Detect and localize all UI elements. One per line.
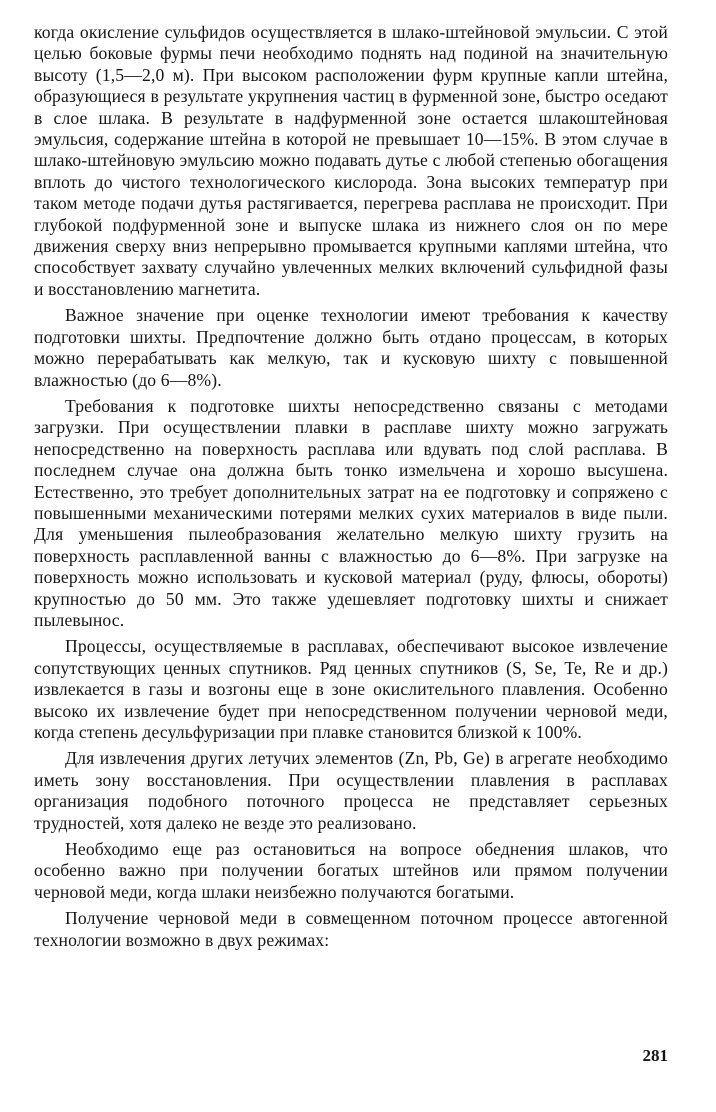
paragraph: Для извлечения других летучих элементов (Zn, Pb, Ge) в агрегате необходимо иметь зону восстановления. При осуществлении плавления в расплавах организация подобного поточного процесса не представляет серьезных трудностей, хотя далеко не везде это реализовано.	[34, 748, 668, 833]
paragraph: Необходимо еще раз остановиться на вопросе обеднения шлаков, что особенно важно при получении богатых штейнов или прямом получении черновой меди, когда шлаки неизбежно получаются богатыми.	[34, 839, 668, 902]
page-number: 281	[642, 1046, 668, 1065]
page-body	[34, 22, 668, 956]
paragraph: Требования к подготовке шихты непосредственно связаны с методами загрузки. При осуществлении плавки в расплаве шихту можно загружать непосредственно на поверхность расплава или вдувать под слой расплава. В последнем случае она должна быть тонко измельчена и хорошо высушена. Естественно, это требует дополнительных затрат на ее подготовку и сопряжено с повышенными механическими потерями мелких сухих материалов в виде пыли. Для уменьшения пылеобразования желательно мелкую шихту грузить на поверхность расплавленной ванны с влажностью до 6—8%. При загрузке на поверхность можно использовать и кусковой материал (руду, флюсы, обороты) крупностью до 50 мм. Это также удешевляет подготовку шихты и снижает пылевынос.	[34, 395, 668, 630]
paragraph: Получение черновой меди в совмещенном поточном процессе автогенной технологии возможно в двух режимах:	[34, 908, 668, 950]
paragraph: когда окисление сульфидов осуществляется в шлако-штейновой эмульсии. С этой целью боковые фурмы печи необходимо поднять над подиной на значительную высоту (1,5—2,0 м). При высоком расположении фурм крупные капли штейна, образующиеся в результате укрупнения частиц в фурменной зоне, быстро оседают в слое шлака. В результате в надфурменной зоне остается шлакоштейновая эмульсия, содержание штейна в которой не превышает 10—15%. В этом случае в шлако-штейновую эмульсию можно подавать дутье с любой степенью обогащения вплоть до чистого технологического кислорода. Зона высоких температур при таком методе подачи дутья растягивается, перегрева расплава не происходит. При глубокой подфурменной зоне и выпуске шлака из нижнего слоя он по мере движения сверху вниз непрерывно промывается крупными каплями штейна, что способствует захвату случайно увлеченных мелких включений сульфидной фазы и восстановлению магнетита.	[34, 22, 668, 299]
paragraph: Процессы, осуществляемые в расплавах, обеспечивают высокое извлечение сопутствующих ценных спутников. Ряд ценных спутников (S, Se, Te, Re и др.) извлекается в газы и возгоны еще в зоне окислительного плавления. Особенно высоко их извлечение будет при непосредственном получении черновой меди, когда степень десульфуризации при плавке становится близкой к 100%.	[34, 636, 668, 742]
paragraph: Важное значение при оценке технологии имеют требования к качеству подготовки шихты. Предпочтение должно быть отдано процессам, в которых можно перерабатывать как мелкую, так и кусковую шихту с повышенной влажностью (до 6—8%).	[34, 305, 668, 390]
